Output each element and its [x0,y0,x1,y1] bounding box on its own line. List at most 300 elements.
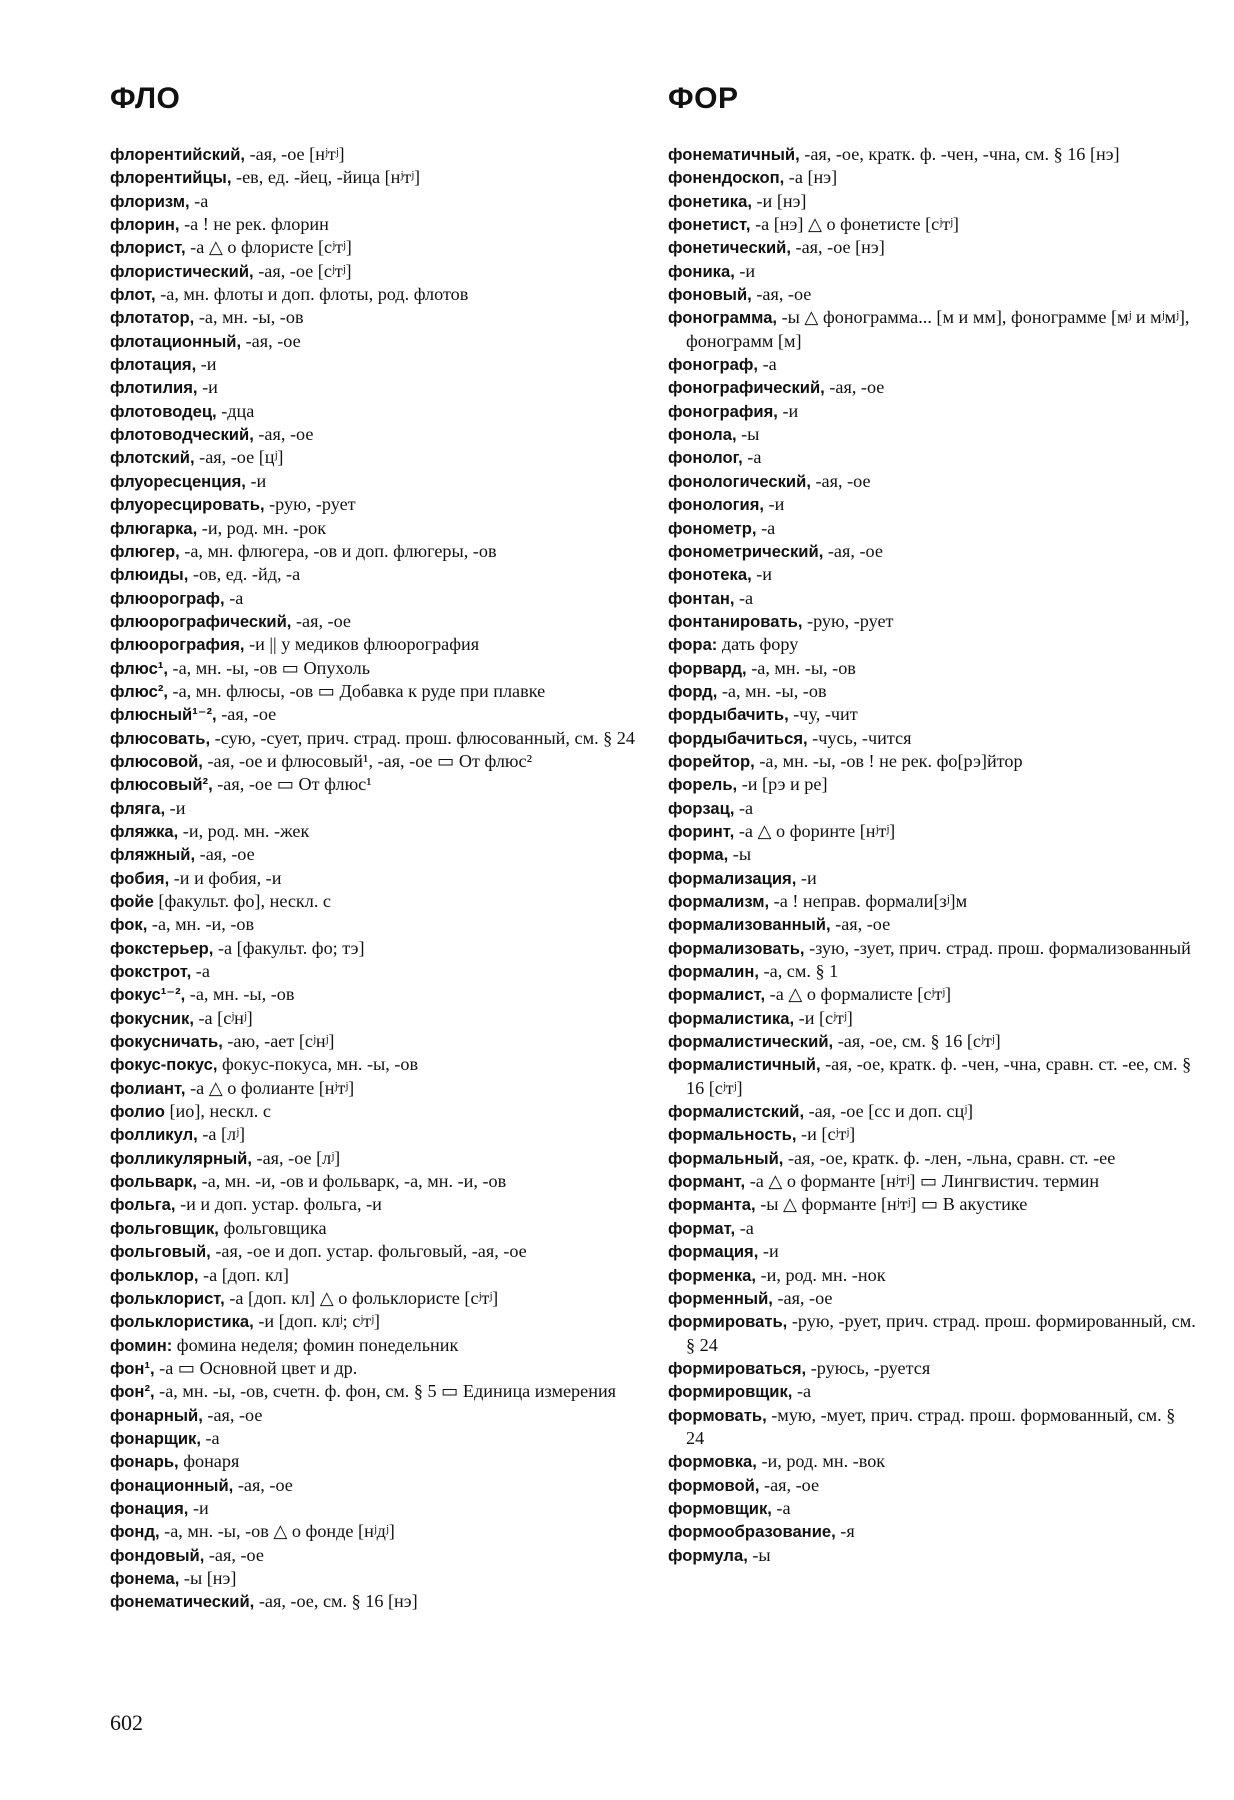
dictionary-entry [110,587,640,610]
dictionary-entry [668,703,1196,726]
dictionary-entry [110,1100,640,1123]
dictionary-entry [668,1380,1196,1403]
dictionary-entry [668,820,1196,843]
dictionary-entry [668,493,1196,516]
entry-headword: формалистика, [668,1008,795,1028]
entry-definition: -ая, -ое [751,284,812,305]
dictionary-entry [668,1544,1196,1567]
dictionary-entry [668,260,1196,283]
entry-definition: -ая, -ое [772,1287,833,1308]
entry-headword: флотационный, [110,331,242,351]
entry-definition: -ая, -ое [241,330,301,351]
entry-definition: -аю, -ает [сʲнʲ] [222,1031,335,1052]
dictionary-entry [110,1193,640,1216]
dictionary-entry [110,913,640,936]
entry-headword: формалистичный, [668,1055,821,1075]
entry-definition: -а, мн. -ы, -ов ! не рек. фо[рэ]йтор [754,750,1023,771]
entry-headword: флюгер, [110,541,180,561]
entry-definition: -а [нэ] △ о фонетисте [сʲтʲ] [750,214,959,235]
entry-definition: -ы [нэ] [179,1567,237,1588]
dictionary-entry [110,1077,640,1100]
entry-definition: -дца [216,400,255,421]
entry-headword: фонд, [110,1522,160,1542]
entry-definition: -а ! неправ. формали[зʲ]м [769,891,968,911]
dictionary-entry [110,306,640,329]
dictionary-entry [110,1334,640,1357]
dictionary-entry [668,236,1196,259]
entry-headword: форейтор, [668,751,755,771]
dictionary-entry [110,540,640,563]
entry-definition: -а [нэ] [784,167,838,188]
dictionary-entry [668,727,1196,750]
entry-headword: форвард, [668,658,747,678]
entry-headword: фолликулярный, [110,1148,252,1168]
dictionary-entry [668,587,1196,610]
entry-headword: формовать, [668,1405,767,1425]
entry-definition: -ая, -ое [195,844,255,865]
entry-headword: формировщик, [668,1382,793,1402]
dictionary-entry [668,1497,1196,1520]
entry-definition: -рую, -рует [264,494,356,515]
entry-definition: -а [200,1427,220,1448]
dictionary-entry [110,1217,640,1240]
dictionary-entry [110,797,640,820]
entry-definition: -ая, -ое, кратк. ф. -лен, -льна, сравн. ст. -ее [783,1147,1116,1168]
entry-headword: флотация, [110,355,197,375]
entry-definition: фокус-покуса, мн. -ы, -ов [217,1054,419,1075]
entry-definition: -рую, -рует, прич. страд. прош. формированный, см. § 24 [686,1311,1196,1355]
entry-definition: -а, мн. -ы, -ов [746,657,856,678]
dictionary-entry [668,166,1196,189]
entry-definition: фонаря [178,1451,240,1472]
entry-headword: фонотека, [668,565,752,585]
dictionary-entry [110,446,640,469]
entry-definition: -и, род. мн. -рок [197,517,327,538]
entry-headword: флорентийцы, [110,168,232,188]
entry-definition: -и [165,797,186,818]
entry-definition: -а ! не рек. флорин [179,214,329,235]
left-column [110,143,640,1614]
entry-headword: формовщик, [668,1498,772,1518]
entry-headword: фордыбачиться, [668,728,808,748]
entry-definition: -и [рэ и ре] [737,774,828,795]
dictionary-entry [110,610,640,633]
dictionary-entry [110,820,640,843]
dictionary-entry [110,703,640,726]
dictionary-entry [110,1287,640,1310]
entry-definition: -а [189,190,209,211]
entry-headword: фольклорист, [110,1288,225,1308]
entry-definition: -а △ о формалисте [сʲтʲ] [765,984,952,1005]
entry-headword: фольклористика, [110,1312,254,1332]
dictionary-entry [110,1427,640,1450]
entry-definition: -а [лʲ] [197,1124,246,1145]
entry-definition: -и, род. мн. -вок [756,1451,886,1472]
entry-definition: -и [796,867,817,888]
dictionary-entry [668,913,1196,936]
entry-headword: фокусник, [110,1008,194,1028]
entry-definition: -и [758,1241,779,1262]
entry-headword: фок, [110,915,148,935]
entry-definition: -а [доп. кл] △ о фольклористе [сʲтʲ] [224,1287,499,1308]
entry-definition: -ов, ед. -йд, -а [188,564,301,585]
entry-definition: -и [сʲтʲ] [796,1124,856,1145]
entry-headword: формалин, [668,962,760,982]
entry-definition: -а [771,1497,791,1518]
entry-definition: -чу, -чит [788,704,858,725]
dictionary-entry [110,1123,640,1146]
entry-headword: фонологический, [668,471,811,491]
entry-headword: фоновый, [668,285,752,305]
entry-definition: -а [756,517,776,538]
entry-headword: фолликул, [110,1125,198,1145]
dictionary-entry [110,983,640,1006]
entry-headword: фонарный, [110,1405,203,1425]
dictionary-entry [668,890,1196,913]
entry-headword: фольговый, [110,1242,211,1262]
entry-definition: -и [197,377,218,398]
column-header-right: ФОР [668,82,739,115]
entry-definition: -зую, -зует, прич. страд. прош. формализованный [804,937,1191,958]
entry-headword: фонация, [110,1498,189,1518]
entry-definition: -а, мн. -ы, -ов, счетн. ф. фон, см. § 5 ▭ Единица измерения [154,1381,617,1402]
entry-definition: -ая, -ое [лʲ] [252,1147,341,1168]
entry-headword: формовой, [668,1475,760,1495]
dictionary-entry [110,633,640,656]
entry-headword: фоника, [668,261,735,281]
dictionary-entry [110,1264,640,1287]
entry-definition: -ая, -ое [нэ] [791,237,885,258]
entry-definition: -а, мн. флюсы, -ов ▭ Добавка к руде при плавке [167,680,546,701]
entry-headword: фонарь, [110,1452,179,1472]
entry-definition: -а [224,587,244,608]
entry-headword: фонендоскоп, [668,168,785,188]
entry-headword: флюорографический, [110,611,292,631]
dictionary-entry [668,563,1196,586]
dictionary-entry [110,213,640,236]
entry-definition: -ая, -ое, см. § 16 [нэ] [254,1591,418,1612]
dictionary-entry [110,493,640,516]
entry-headword: формалист, [668,985,766,1005]
entry-headword: фонтанировать, [668,611,803,631]
entry-definition: -руюсь, -руется [806,1357,931,1378]
dictionary-entry [668,306,1196,353]
entry-headword: флюсовый², [110,775,213,795]
dictionary-entry [110,376,640,399]
entry-headword: формация, [668,1242,759,1262]
entry-definition: -и и доп. устар. фольга, -и [175,1194,382,1215]
entry-headword: фонтан, [668,588,735,608]
entry-definition: -ая, -ое [759,1474,820,1495]
entry-definition: -ая, -ое [253,424,314,445]
entry-definition: -я [835,1521,855,1542]
entry-headword: флюсовой, [110,751,203,771]
dictionary-entry [668,376,1196,399]
entry-headword: фонематичный, [668,145,800,164]
dictionary-entry [668,423,1196,446]
entry-definition: -а [сʲнʲ] [193,1007,253,1028]
dictionary-entry [668,1030,1196,1053]
entry-definition: -а [доп. кл] [198,1264,289,1285]
entry-headword: фольга, [110,1195,176,1215]
dictionary-entry [668,1170,1196,1193]
entry-headword: фордыбачить, [668,705,789,725]
entry-headword: фляжка, [110,821,179,841]
entry-definition: -сую, -сует, прич. страд. прош. флюсованный, см. § 24 [210,727,635,748]
entry-headword: фон², [110,1382,155,1402]
dictionary-entry [668,143,1196,166]
entry-definition: -а, мн. флоты и доп. флоты, род. флотов [155,284,469,305]
entry-headword: формообразование, [668,1522,836,1542]
entry-headword: формалистический, [668,1032,834,1052]
dictionary-entry [110,470,640,493]
entry-headword: фонематический, [110,1592,255,1612]
entry-headword: фляга, [110,798,166,818]
entry-definition: -и, род. мн. -нок [756,1264,886,1285]
entry-definition: [факульт. фо], нескл. с [153,891,331,911]
entry-headword: формировать, [668,1312,788,1332]
dictionary-entry [668,867,1196,890]
dictionary-entry [668,190,1196,213]
entry-definition: -а [734,797,754,818]
dictionary-entry [110,353,640,376]
entry-headword: фонола, [668,425,737,445]
entry-definition: -а △ о форинте [нʲтʲ] [734,820,896,841]
entry-headword: формальность, [668,1125,797,1145]
entry-definition: -а, мн. -ы, -ов [717,680,827,701]
entry-headword: фокстрот, [110,962,192,982]
entry-headword: фонетика, [668,191,752,211]
entry-definition: -ая, -ое [202,1404,263,1425]
dictionary-entry [668,353,1196,376]
entry-headword: флотоводец, [110,401,217,421]
entry-headword: формализовать, [668,938,805,958]
dictionary-entry [110,680,640,703]
dictionary-entry [110,773,640,796]
entry-definition: -ая, -ое [сс и доп. сцʲ] [804,1101,974,1122]
entry-definition: -ая, -ое ▭ От флюс¹ [212,774,372,795]
entry-headword: форма, [668,845,729,865]
dictionary-entry [110,1007,640,1030]
entry-definition: -и [нэ] [751,190,807,211]
entry-headword: фольговщик, [110,1218,219,1238]
dictionary-entry [110,1450,640,1473]
entry-headword: флюс¹, [110,658,168,678]
entry-definition: -ая, -ое [233,1474,293,1495]
dictionary-entry [668,983,1196,1006]
entry-headword: фляжный, [110,845,196,865]
entry-headword: форель, [668,775,738,795]
dictionary-entry [668,750,1196,773]
right-column [668,143,1196,1567]
dictionary-entry [110,1567,640,1590]
entry-headword: формальный, [668,1148,784,1168]
entry-definition: -а ▭ Основной цвет и др. [154,1357,358,1378]
entry-headword: фокус¹⁻², [110,985,186,1005]
dictionary-entry [668,1147,1196,1170]
entry-definition: -ы △ фонограмма... [м и мм], фонограмме [мʲ и мʲмʲ], фонограмм [м] [686,307,1190,351]
dictionary-entry [668,1287,1196,1310]
entry-definition: фольговщика [218,1217,327,1238]
entry-headword: форзац, [668,798,735,818]
dictionary-entry [668,960,1196,983]
entry-definition: -и [сʲтʲ] [794,1007,853,1028]
entry-headword: фонационный, [110,1475,234,1495]
dictionary-entry [110,1590,640,1613]
entry-definition: -и [188,1497,209,1518]
entry-headword: фомин: [110,1335,173,1355]
entry-headword: фон¹, [110,1358,155,1378]
dictionary-entry [110,1520,640,1543]
dictionary-entry [668,937,1196,960]
entry-definition: -а [734,587,754,608]
entry-definition: -а △ о фолианте [нʲтʲ] [185,1077,355,1098]
dictionary-entry [668,470,1196,493]
dictionary-entry [110,1053,640,1076]
entry-headword: флюс², [110,681,168,701]
entry-definition: -ая, -ое [216,704,277,725]
page-number: 602 [110,1710,143,1735]
dictionary-entry [110,260,640,283]
dictionary-entry [110,330,640,353]
entry-headword: формализованный, [668,915,831,935]
entry-definition: -а [758,354,777,375]
dictionary-entry [668,657,1196,680]
entry-definition: -рую, -рует [802,610,894,631]
entry-definition: -а [735,1217,754,1238]
entry-headword: фобия, [110,868,170,888]
entry-headword: фокусничать, [110,1032,223,1052]
entry-definition: -и [751,564,773,585]
entry-headword: фонема, [110,1568,180,1588]
entry-headword: формализация, [668,868,797,888]
entry-headword: фонографический, [668,378,825,398]
entry-headword: флотский, [110,448,195,468]
entry-headword: фокус-покус, [110,1055,218,1075]
entry-definition: -ая, -ое [204,1544,264,1565]
entry-headword: флюиды, [110,565,189,585]
dictionary-entry [668,1217,1196,1240]
dictionary-entry [668,540,1196,563]
dictionary-entry [110,143,640,166]
entry-definition: -а [факульт. фо; тэ] [213,937,365,958]
dictionary-entry [110,1240,640,1263]
entry-headword: флорист, [110,238,186,258]
entry-definition: -и [доп. клʲ; сʲтʲ] [253,1311,380,1332]
entry-definition: -ы [736,424,760,445]
dictionary-entry [110,867,640,890]
column-header-left: ФЛО [110,82,181,115]
dictionary-entry [110,1147,640,1170]
entry-headword: фонография, [668,401,778,421]
entry-definition: -ая, -ое и доп. устар. фольговый, -ая, -ое [210,1241,527,1262]
entry-headword: фондовый, [110,1545,205,1565]
entry-definition: -чусь, -чится [807,727,912,748]
dictionary-entry [668,1357,1196,1380]
entry-headword: формат, [668,1218,736,1238]
entry-headword: фольварк, [110,1172,198,1192]
entry-headword: форманта, [668,1195,756,1215]
dictionary-entry [668,1450,1196,1473]
entry-definition: [ио], нескл. с [164,1101,271,1122]
entry-headword: флотилия, [110,378,198,398]
dictionary-entry [668,283,1196,306]
entry-definition: -ы [747,1544,771,1565]
entry-headword: флуоресценция, [110,471,246,491]
entry-definition: -а [742,447,762,468]
entry-headword: флотоводческий, [110,425,254,445]
entry-headword: фонетист, [668,215,751,235]
dictionary-entry [668,1193,1196,1216]
dictionary-entry [110,1357,640,1380]
dictionary-entry [110,517,640,540]
entry-headword: фонограф, [668,355,759,375]
entry-definition: -ы [728,844,752,865]
entry-headword: фонология, [668,495,765,515]
entry-headword: фолиант, [110,1078,186,1098]
entry-headword: формалистский, [668,1102,805,1122]
entry-headword: формула, [668,1545,748,1565]
dictionary-entry [110,750,640,773]
dictionary-entry [110,563,640,586]
entry-definition: дать фору [717,634,799,655]
entry-headword: флюорограф, [110,588,225,608]
dictionary-entry [668,1264,1196,1287]
entry-definition: -ая, -ое, см. § 16 [сʲтʲ] [833,1031,1001,1052]
entry-headword: флюсный¹⁻², [110,705,217,725]
entry-definition: -и [777,400,799,421]
dictionary-entry [110,236,640,259]
entry-definition: -ая, -ое [810,470,871,491]
entry-definition: -а, мн. -ы, -ов [185,984,295,1005]
dictionary-entry [668,400,1196,423]
dictionary-entry [110,937,640,960]
entry-headword: формовка, [668,1452,757,1472]
dictionary-entry [110,400,640,423]
entry-definition: -и [196,354,217,375]
entry-definition: -ая, -ое и флюсовый¹, -ая, -ое ▭ От флюс² [202,750,533,771]
entry-headword: фонограмма, [668,308,778,328]
entry-definition: -мую, -мует, прич. страд. прош. формованный, см. § 24 [686,1404,1176,1448]
dictionary-entry [110,657,640,680]
dictionary-entry [110,1544,640,1567]
entry-headword: фонарщик, [110,1428,201,1448]
entry-definition: -ев, ед. -йец, -йица [нʲтʲ] [231,167,421,188]
entry-definition: -ая, -ое [сʲтʲ] [253,260,352,281]
dictionary-entry [668,1240,1196,1263]
dictionary-entry [110,1380,640,1403]
entry-definition: -и [764,494,785,515]
entry-headword: флюгарка, [110,518,198,538]
dictionary-entry [110,166,640,189]
entry-definition: -а, мн. -и, -ов [147,914,255,935]
entry-definition: -ая, -ое [824,377,885,398]
entry-headword: фокстерьер, [110,938,214,958]
dictionary-entry [110,1474,640,1497]
entry-headword: фойе [110,892,154,911]
dictionary-entry [668,1123,1196,1146]
dictionary-entry [668,843,1196,866]
entry-headword: фонометр, [668,518,757,538]
dictionary-entry [668,797,1196,820]
entry-headword: флуоресцировать, [110,495,265,515]
entry-headword: формант, [668,1172,746,1192]
dictionary-entry [110,1030,640,1053]
entry-definition: -и [245,470,267,491]
entry-headword: форменка, [668,1265,757,1285]
entry-headword: фора: [668,635,718,655]
dictionary-entry [110,1170,640,1193]
